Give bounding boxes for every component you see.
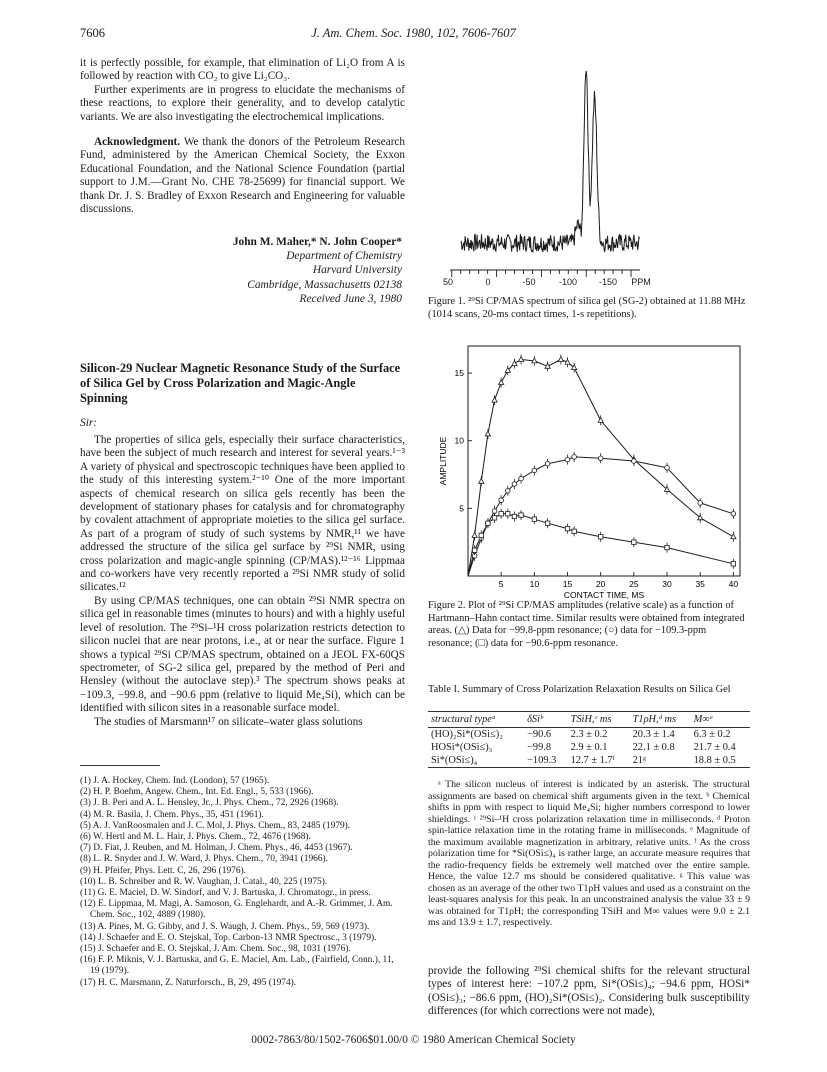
- data-point-square: [632, 540, 636, 544]
- table-header-row: [428, 712, 750, 728]
- data-point-square: [572, 529, 576, 533]
- data-point-square: [492, 516, 496, 520]
- department: Department of Chemistry: [286, 250, 402, 263]
- reference-item: (17) H. C. Marsmann, Z. Naturforsch., B, 29, 495 (1974).: [80, 977, 297, 988]
- university: Harvard University: [312, 264, 402, 277]
- reference-item: (5) A. J. VanRoosmalen and J. C. Mol, J. Phys. Chem., 83, 2485 (1979).: [80, 820, 351, 831]
- data-point-triangle: [558, 357, 563, 362]
- plot-frame: [468, 346, 740, 576]
- table-cell: −90.6: [527, 729, 552, 740]
- reference-item: (3) J. B. Peri and A. L. Hensley, Jr., J. Phys. Chem., 72, 2926 (1968).: [80, 798, 339, 809]
- column-header: TSiH,ᶜ ms: [568, 712, 630, 728]
- reference-item: (6) W. Hertl and M. L. Hair, J. Phys. Chem., 72, 4676 (1968).: [80, 832, 311, 843]
- data-point-square: [506, 512, 510, 516]
- data-point-triangle: [499, 380, 504, 385]
- table-title: Table I. Summary of Cross Polarization Relaxation Results on Silica Gel: [428, 684, 731, 695]
- reference-item: (4) M. R. Basila, J. Chem. Phys., 35, 451 (1961).: [80, 809, 264, 820]
- x-tick-label: 25: [629, 579, 639, 589]
- data-point-square: [665, 545, 669, 549]
- ack-heading: Acknowledgment.: [94, 136, 181, 149]
- references-divider: [80, 765, 160, 766]
- data-point-circle: [665, 465, 670, 470]
- figure2-caption: Figure 2. Plot of ²⁹Si CP/MAS amplitudes (relative scale) as a function of Hartmann–Hahn contact time. Similar results were obtained from integrated areas. (△) Data for −99.8-ppm resonance; (○) data for −109.3-ppm resonance; (□) data for −90.6-ppm resonance.: [428, 600, 745, 649]
- data-point-square: [519, 513, 523, 517]
- table-cell: 22.1 ± 0.8: [632, 742, 675, 753]
- data-point-triangle: [472, 533, 477, 538]
- data-point-square: [512, 514, 516, 518]
- table-row: [428, 741, 750, 754]
- table-notes-text: ᵃ The silicon nucleus of interest is indicated by an asterisk. The structural assignments are based on chemical shift arguments given in the text. ᵇ Chemical shifts in ppm with respect to liquid Me₄Si; higher numbers correspond to lower shieldings. ᶜ ²⁹Si–¹H cross polarization relaxation time in milliseconds. ᵈ Proton spin-lattice relaxation time in the rotating frame in milliseconds. ᵉ Magnitude of the maximum available magnetization in arbitrary, relative units. ᶠ As the cross polarization time for *Si(OSi≤)₄ is rather large, an accurate measure requires that the radio-frequency fields be extremely well matched over the entire sample. Hence, the value 12.7 ms should be considered qualitative. ᵍ This value was chosen as an average of the other two T1ρH values and used as a constraint on the least-squares analysis for this peak. In an unconstrained analysis the value 33 ± 9 was obtained for T1ρH; the corresponding TSiH and M∞ values were 9.0 ± 2.1 ms and 13.9 ± 1.7, respectively.: [428, 779, 750, 928]
- data-point-triangle: [731, 534, 736, 539]
- reference-item: (16) F. P. Miknis, V. J. Bartuska, and G. E. Maciel, Am. Lab., (Fairfield, Conn.), 11, 19 (1979).: [80, 955, 394, 977]
- data-point-triangle: [492, 397, 497, 402]
- data-point-triangle: [485, 431, 490, 436]
- salutation: Sir:: [80, 417, 98, 429]
- y-tick-label: 10: [454, 435, 464, 446]
- x-axis-label: CONTACT TIME, MS: [563, 590, 645, 600]
- spectrum-trace: [461, 71, 640, 252]
- column-header: M∞ᵉ: [691, 712, 750, 728]
- data-point-circle: [731, 511, 736, 516]
- data-point-square: [545, 521, 549, 525]
- paragraph: The properties of silica gels, especially their surface characteristics, have been the subject of much research and interest for several years.¹⁻³ A variety of physical and spectroscopic techniques have been applied to the study of this interesting system.²⁻¹⁰ One of the more important aspects of chemical research on silica gels recently has been the development of stationary phases for catalysis and for chromatography by covalent attachment of appropriate moieties to the silica gel surface. As part of a program of study of such systems by NMR,¹¹ we have addressed the structure of the silica gel surface by ²⁹Si NMR, using cross polarization and magic-angle spinning (CP/MAS).¹²⁻¹⁶ Lippmaa and co-workers have very recently reported a ²⁹Si NMR study of solid silicates.¹²: [80, 434, 405, 594]
- received-date: Received June 3, 1980: [299, 292, 402, 305]
- relaxation-table: [428, 711, 750, 768]
- table-cell: 18.8 ± 0.5: [691, 754, 750, 768]
- x-tick-label: 15: [562, 579, 573, 589]
- data-point-circle: [506, 488, 511, 493]
- table-cell: −109.3: [524, 754, 568, 768]
- reference-item: (8) L. R. Snyder and J. W. Ward, J. Phys. Chem., 70, 3941 (1966).: [80, 854, 329, 865]
- references: [80, 776, 404, 989]
- figure1-spectrum: [428, 48, 750, 298]
- x-tick-label: 35: [695, 579, 705, 589]
- data-point-square: [472, 548, 476, 552]
- page-number: 7606: [80, 26, 105, 40]
- table-cell: 6.3 ± 0.2: [693, 729, 731, 740]
- reference-item: (11) G. E. Maciel, D. W. Sindorf, and V. J. Bartuska, J. Chromatogr., in press.: [80, 888, 371, 899]
- paragraph: By using CP/MAS techniques, one can obtain ²⁹Si NMR spectra on silica gel in reasonable times (minutes to hours) and with a highly useful level of resolution. The ²⁹Si–¹H cross polarization restricts detection to silicon nuclei that are near protons, i.e., at or near the surface. Figure 1 shows a typical ²⁹Si CP/MAS spectrum, obtained on a JEOL FX-60QS spectrometer, of SG-2 silica gel, prepared by the method of Peri and Hensley (without the autoclave step).³ The spectrum shows peaks at −109.3, −99.8, and −90.6 ppm (relative to liquid Me₄Si), which can be identified with silicon sites in a reasonable surface model.: [80, 594, 405, 715]
- data-point-triangle: [512, 361, 517, 366]
- signature-block: [80, 235, 402, 306]
- reference-item: (15) J. Schaefer and E. O. Stejskal, J. Am. Chem. Soc., 98, 1031 (1976).: [80, 944, 351, 955]
- tick-label: -100: [558, 277, 578, 287]
- reference-item: (12) E. Lippmaa, M. Magi, A. Samoson, G. Englehardt, and A.-R. Grimmer, J. Am. Chem. Soc., 102, 4889 (1980).: [80, 899, 393, 921]
- data-point-circle: [698, 501, 703, 506]
- data-point-square: [565, 526, 569, 530]
- paragraph: provide the following ²⁹Si chemical shifts for the relevant structural types of interest here: −107.2 ppm, Si*(OSi≤)₄; −94.6 ppm, HOSi*(OSi≤)₃; −86.6 ppm, (HO)₂Si*(OSi≤)₂. Considering bulk susceptibility differences (for which corrections were not made),: [428, 965, 750, 1018]
- reference-item: (13) A. Pines, M. G. Gibby, and J. S. Waugh, J. Chem. Phys., 59, 569 (1973).: [80, 921, 370, 932]
- reference-item: (7) D. Fiat, J. Reuben, and M. Holman, J. Chem. Phys., 46, 4453 (1967).: [80, 843, 353, 854]
- table-cell: 2.9 ± 0.1: [570, 742, 608, 753]
- data-point-triangle: [598, 418, 603, 423]
- figure1-caption: Figure 1. ²⁹Si CP/MAS spectrum of silica gel (SG-2) obtained at 11.88 MHz (1014 scans, 20-ms contact times, 1-s repetitions).: [428, 296, 746, 320]
- data-point-circle: [545, 461, 550, 466]
- column-header: structural typeᵃ: [428, 712, 524, 728]
- table-cell: 21.7 ± 0.4: [693, 742, 736, 753]
- series-curve-triangle: [468, 360, 733, 577]
- table-cell: 2.3 ± 0.2: [570, 729, 608, 740]
- data-point-circle: [572, 455, 577, 460]
- paragraph: The studies of Marsmann¹⁷ on silicate–water glass solutions: [94, 715, 363, 728]
- data-point-square: [731, 562, 735, 566]
- spectrum-tick-labels: [443, 277, 651, 287]
- reference-item: (1) J. A. Hockey, Chem. Ind. (London), 57 (1965).: [80, 776, 270, 786]
- figure2-chart: [428, 338, 750, 600]
- page-footer: 0002-7863/80/1502-7606$01.00/0 © 1980 American Chemical Society: [251, 1034, 576, 1046]
- table-row: [428, 754, 750, 768]
- tick-label: -50: [522, 277, 536, 287]
- tick-label: PPM: [631, 277, 651, 287]
- acknowledgment: [80, 136, 405, 216]
- table-cell: HOSi*(OSi≤)₃: [431, 742, 493, 753]
- data-point-square: [532, 517, 536, 521]
- table-row: [428, 728, 750, 742]
- authors: John M. Maher,* N. John Cooper*: [232, 236, 402, 248]
- table-cell: (HO)₂Si*(OSi≤)₂: [431, 729, 503, 740]
- table-footnotes: [428, 779, 750, 929]
- data-point-circle: [519, 476, 524, 481]
- tick-label: 0: [485, 277, 491, 287]
- table-cell: 21ᵍ: [630, 754, 691, 768]
- chart-axes: [455, 346, 740, 589]
- tick-label: 50: [442, 277, 454, 287]
- y-tick-label: 5: [459, 503, 464, 514]
- x-tick-label: 5: [498, 579, 504, 589]
- data-point-circle: [492, 509, 497, 514]
- x-tick-label: 20: [595, 579, 606, 589]
- data-point-square: [598, 535, 602, 539]
- tick-label: -150: [598, 277, 618, 287]
- data-point-circle: [565, 457, 570, 462]
- chart-points: [472, 355, 736, 569]
- y-tick-label: 15: [454, 368, 464, 379]
- reference-item: (9) H. Pfeifer, Phys. Lett. C, 26, 296 (1976).: [80, 865, 247, 876]
- data-point-square: [479, 533, 483, 537]
- table-cell: Si*(OSi≤)₄: [428, 754, 524, 768]
- article-body: [80, 434, 405, 729]
- data-point-circle: [532, 468, 537, 473]
- reference-item: (14) J. Schaefer and E. O. Stejskal, Top. Carbon-13 NMR Spectrosc., 3 (1979).: [80, 932, 377, 943]
- data-point-circle: [499, 498, 504, 503]
- ack-body: We thank the donors of the Petroleum Research Fund, administered by the American Chemical Society, the Exxon Educational Foundation, and the National Science Foundation (partial support to J.M.—Grant No. CHE 78-25699) for financial support. We thank Dr. J. S. Bradley of Exxon Research and Engineering for valuable discussions.: [80, 136, 405, 216]
- data-point-circle: [512, 482, 517, 487]
- table-cell: −99.8: [527, 742, 552, 753]
- table-cell: 20.3 ± 1.4: [632, 729, 675, 740]
- table-cell: 12.7 ± 1.7ᶠ: [568, 754, 630, 768]
- paragraph: Further experiments are in progress to elucidate the mechanisms of these reactions, to explore their generality, and to develop catalytic variants. We are also investigating the electrochemical implications.: [80, 83, 405, 123]
- left-top-text: [80, 57, 405, 216]
- journal-header: J. Am. Chem. Soc. 1980, 102, 7606-7607: [311, 26, 516, 40]
- series-curve-square: [468, 514, 733, 576]
- x-tick-label: 30: [662, 579, 672, 589]
- x-tick-label: 10: [529, 579, 540, 589]
- data-point-circle: [598, 456, 603, 461]
- article-title: Silicon-29 Nuclear Magnetic Resonance Study of the Surface of Silica Gel by Cross Polarization and Magic-Angle Spinning: [80, 361, 401, 405]
- city: Cambridge, Massachusetts 02138: [247, 278, 402, 291]
- x-tick-label: 40: [728, 579, 739, 589]
- reference-item: (2) H. P. Boehm, Angew. Chem., Int. Ed. Engl., 5, 533 (1966).: [80, 787, 314, 798]
- chart-curves: [468, 360, 733, 577]
- column-header: δSiᵇ: [524, 712, 568, 728]
- paragraph: it is perfectly possible, for example, that elimination of Li₂O from A is followed by reaction with CO₂ to give Li₂CO₃.: [80, 57, 405, 83]
- column-header: T1ρH,ᵈ ms: [630, 712, 691, 728]
- data-point-circle: [632, 459, 637, 464]
- data-point-triangle: [479, 478, 484, 483]
- reference-item: (10) L. B. Schreiber and R. W. Vaughan, J. Catal., 40, 225 (1975).: [80, 876, 328, 887]
- spectrum-ticks: [452, 270, 631, 277]
- right-bottom-text: [428, 965, 750, 1019]
- y-axis-label: AMPLITUDE: [438, 436, 448, 486]
- data-point-square: [499, 512, 503, 516]
- data-point-triangle: [518, 357, 523, 362]
- data-point-square: [486, 521, 490, 525]
